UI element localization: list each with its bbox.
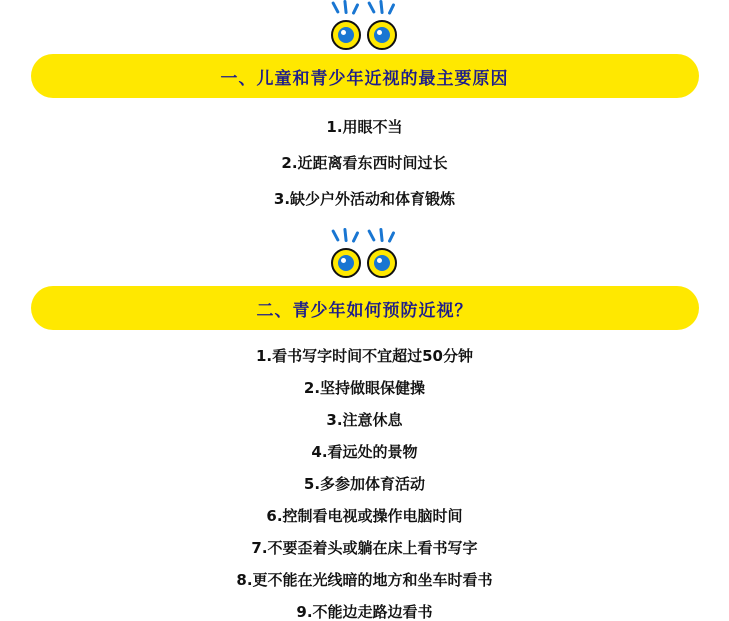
pupil-icon — [374, 255, 390, 271]
spark-icon — [367, 229, 376, 242]
eyes-mascot-icon — [305, 228, 425, 286]
list-item: 3.缺少户外活动和体育锻炼 — [273, 190, 456, 208]
eye-right-icon — [367, 20, 397, 50]
spark-icon — [351, 231, 359, 243]
list-item: 5.多参加体育活动 — [303, 475, 426, 493]
spark-icon — [343, 0, 347, 14]
pupil-icon — [338, 27, 354, 43]
eyes-mascot-icon — [305, 0, 425, 54]
list-item: 6.控制看电视或操作电脑时间 — [266, 507, 463, 525]
list-item: 2.坚持做眼保健操 — [303, 379, 426, 397]
spark-icon — [379, 228, 383, 242]
list-item: 7.不要歪着头或躺在床上看书写字 — [251, 539, 478, 557]
eye-left-icon — [331, 20, 361, 50]
spark-icon — [343, 228, 347, 242]
spark-icon — [367, 1, 376, 14]
section-2-heading-text: 二、青少年如何预防近视？ — [256, 300, 473, 321]
section-1-heading-banner — [31, 54, 699, 98]
pupil-icon — [374, 27, 390, 43]
list-item: 3.注意休息 — [326, 411, 403, 429]
section-2-list — [0, 349, 729, 620]
spark-icon — [387, 231, 395, 243]
spark-icon — [379, 0, 383, 14]
spark-icon — [331, 229, 340, 242]
eye-left-icon — [331, 248, 361, 278]
list-item: 8.更不能在光线暗的地方和坐车时看书 — [236, 571, 493, 589]
section-1-heading-text: 一、儿童和青少年近视的最主要原因 — [220, 68, 509, 89]
pupil-icon — [338, 255, 354, 271]
section-1-list — [0, 120, 729, 207]
list-item: 1.用眼不当 — [326, 118, 403, 136]
section-2-heading-banner — [31, 286, 699, 330]
list-item: 4.看远处的景物 — [311, 443, 418, 461]
list-item: 1.看书写字时间不宜超过50分钟 — [255, 347, 473, 365]
spark-icon — [387, 3, 395, 15]
list-item: 2.近距离看东西时间过长 — [281, 154, 448, 172]
eye-right-icon — [367, 248, 397, 278]
list-item: 9.不能边走路边看书 — [296, 603, 433, 621]
spark-icon — [351, 3, 359, 15]
spark-icon — [331, 1, 340, 14]
